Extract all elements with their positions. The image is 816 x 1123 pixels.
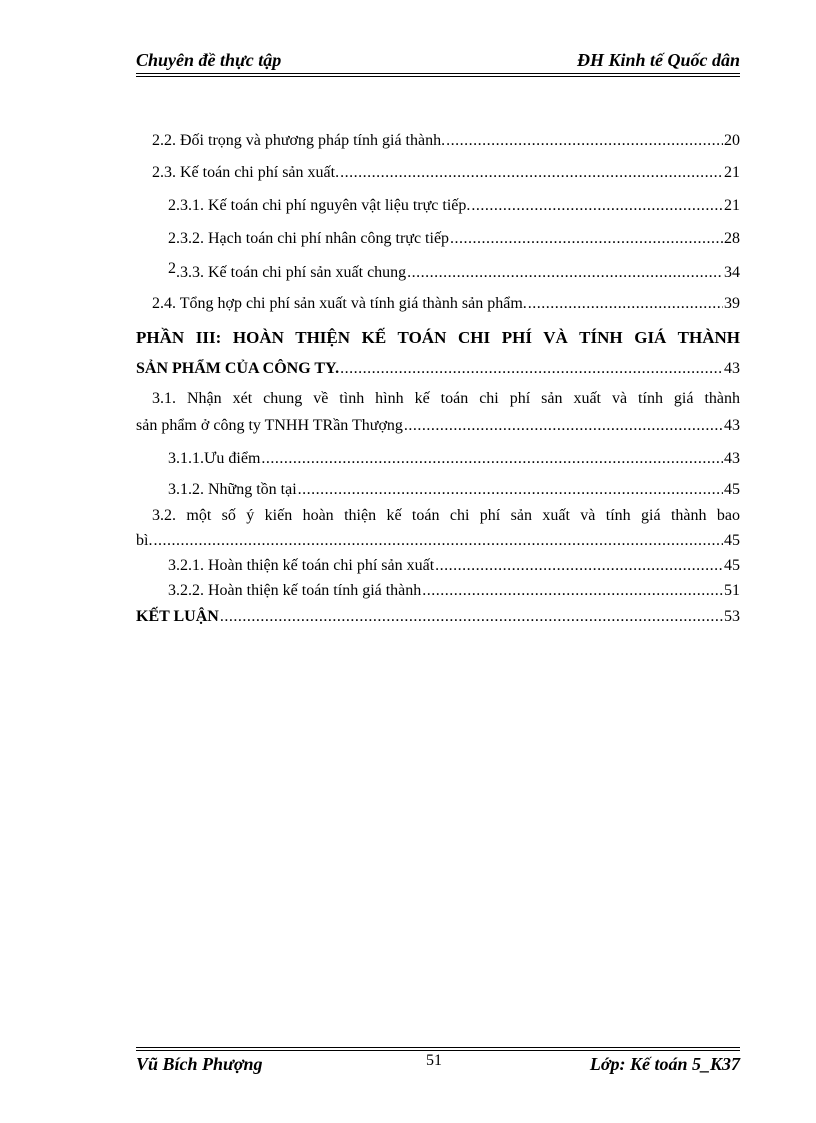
header-rule — [136, 76, 740, 77]
toc-leader-dots — [528, 295, 723, 313]
footer-rule — [136, 1047, 740, 1048]
toc-entry-title: 2.2. Đối trọng và phương pháp tính giá thành. — [152, 132, 446, 149]
toc-entry — [136, 532, 740, 550]
toc-entry — [136, 557, 740, 575]
toc-leader-dots — [435, 557, 723, 575]
page-header — [136, 50, 740, 72]
toc-leader-dots — [407, 264, 723, 282]
toc-entry-page: 39 — [724, 295, 740, 312]
toc-entry — [136, 481, 740, 499]
footer-rule — [136, 1050, 740, 1051]
toc-entry-title: 3.2.2. Hoàn thiện kế toán tính giá thành — [168, 582, 422, 599]
toc-leader-dots — [471, 197, 723, 215]
toc-entry — [136, 295, 740, 313]
toc-entry-title: KẾT LUẬN — [136, 608, 219, 625]
toc-entry — [136, 360, 740, 378]
toc-leader-dots — [450, 230, 723, 248]
footer-class: Lớp: Kế toán 5_K37 — [589, 1054, 740, 1074]
toc-entry-title: 3.1.2. Những tồn tại — [168, 481, 297, 498]
toc-entry — [136, 260, 740, 282]
toc-entry-page: 51 — [724, 582, 740, 599]
toc-entry-line1: 3.1. Nhận xét chung về tình hình kế toán chi phí sản xuất và tính giá thành — [152, 390, 740, 407]
toc-entry-page: 20 — [724, 132, 740, 149]
footer-page-number: 51 — [426, 1052, 442, 1069]
toc-leader-dots — [298, 481, 723, 499]
toc-entry — [136, 132, 740, 150]
toc-entry-title — [168, 260, 407, 282]
toc-entry-page: 43 — [724, 360, 740, 377]
toc-part-heading-line1: PHẦN III: HOÀN THIỆN KẾ TOÁN CHI PHÍ VÀ TÍNH GIÁ THÀNH — [136, 328, 740, 347]
toc-entry — [136, 450, 740, 468]
toc-leader-dots — [153, 532, 723, 550]
toc-leader-dots — [446, 132, 723, 150]
toc-entry-page: 28 — [724, 230, 740, 247]
toc-leader-dots — [404, 417, 723, 435]
toc-entry-title: 2.3.1. Kế toán chi phí nguyên vật liệu trực tiếp. — [168, 197, 471, 214]
toc-entry-title: 3.1.1.Ưu điểm — [168, 450, 261, 467]
toc-entry-page: 21 — [724, 164, 740, 181]
toc-leader-dots — [340, 164, 723, 182]
toc-entry-page: 45 — [724, 557, 740, 574]
toc-entry — [136, 164, 740, 182]
toc-leader-dots — [220, 608, 723, 626]
toc-entry-page: 43 — [724, 450, 740, 467]
toc-entry-title: 2.4. Tổng hợp chi phí sản xuất và tính giá thành sản phẩm. — [152, 295, 527, 312]
header-right-text: ĐH Kinh tế Quốc dân — [576, 50, 740, 70]
toc-leader-dots — [422, 582, 723, 600]
toc-entry-page: 43 — [724, 417, 740, 434]
toc-entry — [136, 197, 740, 215]
toc-leader-dots — [340, 360, 723, 378]
toc-entry-title: sản phẩm ở công ty TNHH TRần Thượng — [136, 417, 403, 434]
toc-leader-dots — [261, 450, 723, 468]
toc-entry-page: 34 — [724, 264, 740, 281]
footer-author: Vũ Bích Phượng — [136, 1054, 263, 1074]
header-left-text: Chuyên đề thực tập — [136, 50, 282, 70]
toc-entry-title: 2.3. Kế toán chi phí sản xuất. — [152, 164, 340, 181]
toc-entry-title: bì. — [136, 532, 153, 549]
toc-entry-page: 53 — [724, 608, 740, 625]
toc-entry-title: 3.2.1. Hoàn thiện kế toán chi phí sản xuất — [168, 557, 435, 574]
page-footer — [136, 1054, 740, 1078]
toc-entry-prefix: 2 — [168, 260, 176, 277]
toc-entry — [136, 582, 740, 600]
toc-entry-page: 21 — [724, 197, 740, 214]
toc-entry — [136, 608, 740, 626]
toc-entry-title: 2.3.2. Hạch toán chi phí nhân công trực tiếp — [168, 230, 450, 247]
toc-entry — [136, 230, 740, 248]
toc-entry-page: 45 — [724, 481, 740, 498]
header-rule — [136, 73, 740, 74]
toc-entry-line1: 3.2. một số ý kiến hoàn thiện kế toán chi phí sản xuất và tính giá thành bao — [152, 507, 740, 524]
toc-entry-title: SẢN PHẨM CỦA CÔNG TY. — [136, 360, 340, 377]
toc-entry-title-rest: .3.3. Kế toán chi phí sản xuất chung — [176, 264, 407, 281]
toc-entry — [136, 417, 740, 435]
toc-entry-page: 45 — [724, 532, 740, 549]
